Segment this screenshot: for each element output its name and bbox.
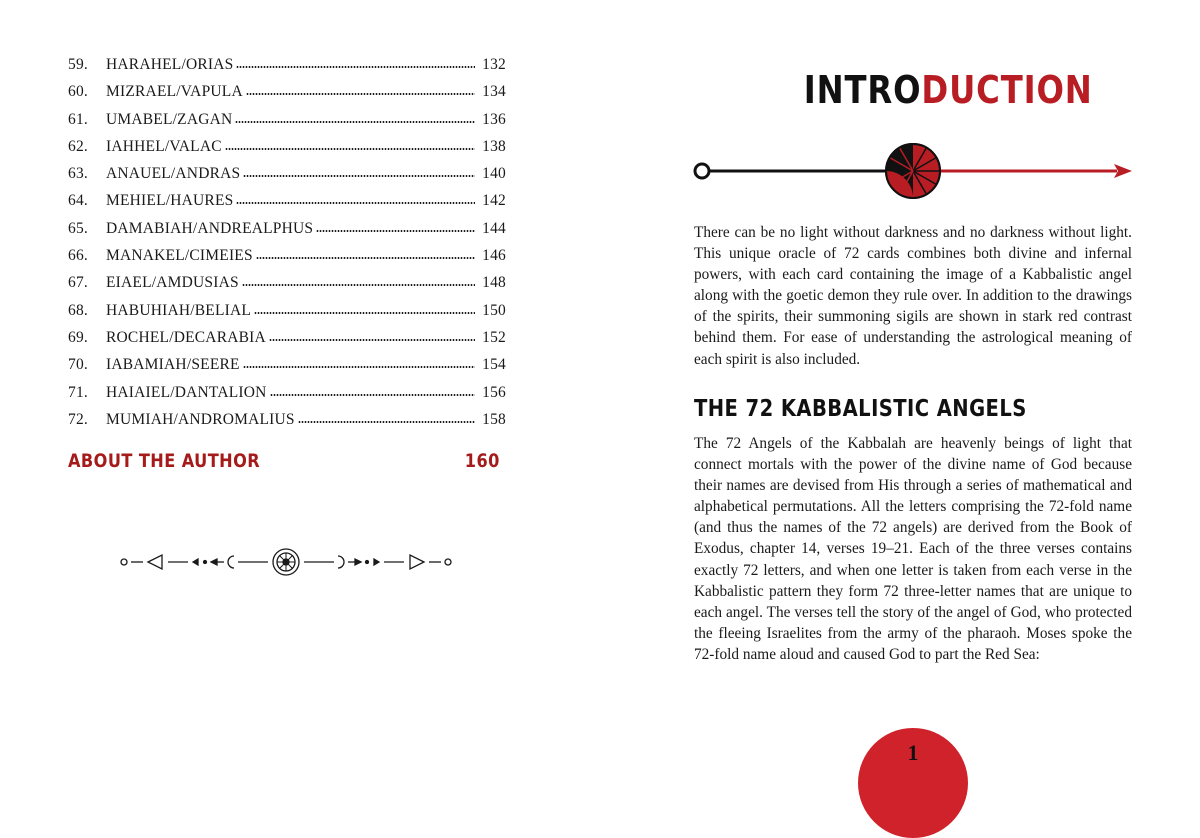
title-red-part: DUCTION	[921, 68, 1093, 112]
toc-entry[interactable]	[68, 411, 506, 438]
toc-entry[interactable]	[68, 247, 506, 274]
toc-entry[interactable]	[68, 274, 506, 301]
toc-entry-page: 148	[482, 274, 506, 292]
toc-leader-dots	[316, 229, 475, 233]
toc-leader-dots	[254, 311, 475, 315]
about-author-page: 160	[464, 450, 500, 472]
arrow-divider-icon	[692, 140, 1137, 202]
toc-entry-title: MEHIEL/HAURES	[106, 192, 234, 210]
toc-entry-number: 69.	[68, 328, 88, 346]
toc-entry-page: 158	[482, 410, 506, 428]
moon-ornament-divider-icon	[118, 546, 458, 578]
section-heading: THE 72 KABBALISTIC ANGELS	[694, 396, 1027, 422]
toc-entry-title: UMABEL/ZAGAN	[106, 110, 233, 128]
toc-leader-dots	[298, 420, 475, 424]
toc-entry-page: 152	[482, 328, 506, 346]
toc-entry-title: ROCHEL/DECARABIA	[106, 328, 266, 346]
toc-entry-title: DAMABIAH/ANDREALPHUS	[106, 219, 314, 237]
toc-entry-page: 140	[482, 165, 506, 183]
page-number-badge	[858, 728, 968, 838]
toc-entry-number: 61.	[68, 110, 88, 128]
toc-entry[interactable]	[68, 192, 506, 219]
toc-entry-page: 144	[482, 219, 506, 237]
toc-leader-dots	[256, 256, 475, 260]
toc-entry-number: 59.	[68, 56, 88, 73]
radial-sun-icon	[886, 144, 940, 198]
toc-entry-title: HAIAIEL/DANTALION	[106, 383, 267, 401]
toc-entry-number: 70.	[68, 356, 88, 374]
toc-entry-number: 63.	[68, 165, 88, 183]
toc-entry-title: MIZRAEL/VAPULA	[106, 83, 243, 101]
toc-entry-page: 156	[482, 383, 506, 401]
toc-entry[interactable]	[68, 138, 506, 165]
toc-entry-title: MANAKEL/CIMEIES	[106, 247, 253, 265]
toc-leader-dots	[243, 174, 475, 178]
toc-entry[interactable]	[68, 165, 506, 192]
about-author-label: ABOUT THE AUTHOR	[68, 450, 261, 472]
toc-leader-dots	[242, 283, 475, 287]
toc-entry-title: MUMIAH/ANDROMALIUS	[106, 410, 295, 428]
toc-leader-dots	[225, 147, 475, 151]
toc-about-author-entry[interactable]	[68, 450, 500, 472]
toc-entry-page: 146	[482, 247, 506, 265]
toc-entry-title: IAHHEL/VALAC	[106, 137, 222, 155]
right-page	[600, 0, 1200, 783]
table-of-contents	[68, 56, 506, 438]
toc-entry[interactable]	[68, 329, 506, 356]
toc-entry-title: ANAUEL/ANDRAS	[106, 165, 241, 183]
toc-leader-dots	[246, 92, 475, 96]
toc-entry[interactable]	[68, 111, 506, 138]
toc-entry-title: IABAMIAH/SEERE	[106, 356, 240, 374]
toc-entry[interactable]	[68, 302, 506, 329]
toc-entry-page: 150	[482, 301, 506, 319]
toc-entry-number: 62.	[68, 137, 88, 155]
toc-entry-title: EIAEL/AMDUSIAS	[106, 274, 239, 292]
page-title	[803, 68, 1093, 112]
left-page	[0, 0, 600, 783]
toc-leader-dots	[236, 65, 475, 69]
toc-entry-page: 136	[482, 110, 506, 128]
toc-entry[interactable]	[68, 384, 506, 411]
toc-entry-title: HARAHEL/ORIAS	[106, 56, 234, 73]
toc-entry[interactable]	[68, 56, 506, 83]
toc-entry-number: 68.	[68, 301, 88, 319]
toc-entry-page: 142	[482, 192, 506, 210]
toc-leader-dots	[269, 338, 475, 342]
angels-paragraph: The 72 Angels of the Kabbalah are heavenly beings of light that connect mortals with the power of the divine name of God because their names are devised from His through a series of mathematical and alphabetical permutations. All the letters comprising the 72-fold name (and thus the names of the 72 angels) are derived from the Book of Exodus, chapter 14, verses 19–21. Each of the three verses contains exactly 72 letters, and when one letter is taken from each verse in the Kabbalistic pattern they form 72 three-letter names that are unique to each angel. The verses tell the story of the angel of God, who protected the fleeing Israelites from the army of the pharaoh. Moses spoke the 72-fold name aloud and caused God to part the Red Sea:	[694, 435, 1132, 663]
toc-entry-page: 132	[482, 56, 506, 73]
toc-entry-number: 65.	[68, 219, 88, 237]
toc-entry[interactable]	[68, 220, 506, 247]
toc-entry-number: 71.	[68, 383, 88, 401]
toc-leader-dots	[236, 201, 475, 205]
toc-entry-number: 72.	[68, 410, 88, 428]
toc-entry[interactable]	[68, 83, 506, 110]
toc-leader-dots	[270, 393, 475, 397]
toc-leader-dots	[235, 120, 475, 124]
intro-paragraph: There can be no light without darkness and no darkness without light. This unique oracle of 72 cards combines both divine and infernal powers, with each card containing the image of a Kabbalistic angel along with the goetic demon they rule over. In addition to the drawings of the spirits, their summoning sigils are shown in stark red contrast behind them. For ease of understanding the astrological meaning of each spirit is also included.	[694, 224, 1132, 368]
toc-entry-page: 138	[482, 137, 506, 155]
toc-entry-number: 66.	[68, 247, 88, 265]
toc-entry[interactable]	[68, 356, 506, 383]
toc-entry-number: 60.	[68, 83, 88, 101]
toc-leader-dots	[243, 365, 475, 369]
toc-entry-number: 64.	[68, 192, 88, 210]
page-number: 1	[907, 740, 919, 765]
toc-entry-page: 134	[482, 83, 506, 101]
toc-entry-number: 67.	[68, 274, 88, 292]
title-black-part: INTRO	[803, 68, 922, 112]
toc-entry-title: HABUHIAH/BELIAL	[106, 301, 252, 319]
toc-entry-page: 154	[482, 356, 506, 374]
